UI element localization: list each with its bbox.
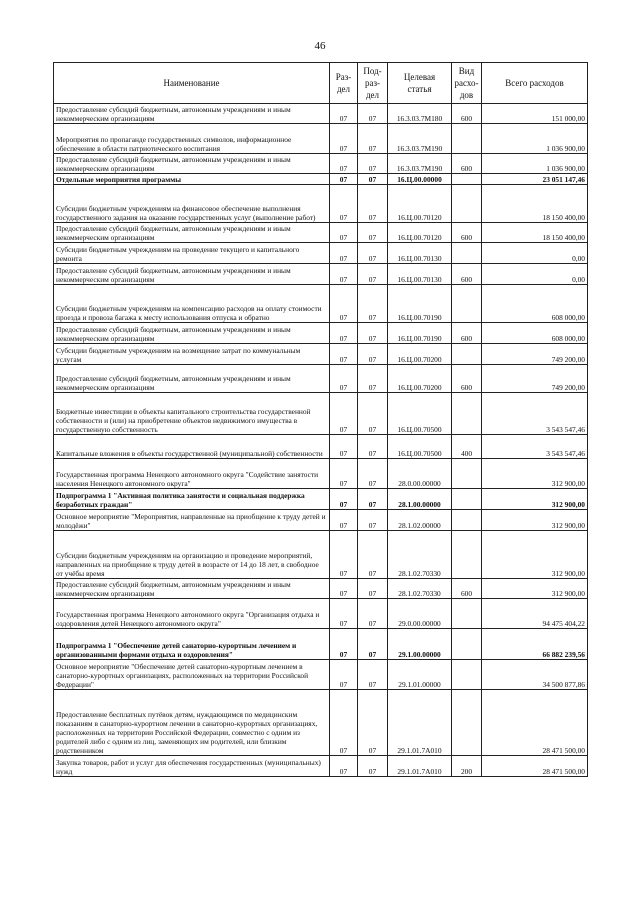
- row-name-cell: Государственная программа Ненецкого автономного округа "Организация отдыха и оздоровления детей Ненецкого автономного округа": [54, 599, 330, 629]
- row-article-cell: 29.1.01.00000: [388, 660, 452, 690]
- row-subsection-cell: 07: [358, 365, 388, 393]
- row-subsection-cell: 07: [358, 756, 388, 777]
- row-name-cell: Субсидии бюджетным учреждениям на проведение текущего и капитального ремонта: [54, 243, 330, 264]
- row-total-cell: 749 200,00: [482, 365, 588, 393]
- row-name-cell: Предоставление субсидий бюджетным, автономным учреждениям и иным некоммерческим организациям: [54, 223, 330, 243]
- row-total-cell: 312 900,00: [482, 579, 588, 599]
- row-subsection-cell: 07: [358, 243, 388, 264]
- row-article-cell: 16.Ц.00.70200: [388, 344, 452, 365]
- table-row: [54, 690, 588, 756]
- table-row: [54, 579, 588, 599]
- row-total-cell: 151 000,00: [482, 104, 588, 124]
- table-row: [54, 393, 588, 435]
- row-article-cell: 28.0.00.00000: [388, 459, 452, 489]
- row-type-cell: [452, 185, 482, 223]
- row-subsection-cell: 07: [358, 690, 388, 756]
- row-name-cell: Субсидии бюджетным учреждениям на возмещение затрат по коммунальным услугам: [54, 344, 330, 365]
- row-article-cell: 29.1.01.7А010: [388, 690, 452, 756]
- row-total-cell: 18 150 400,00: [482, 223, 588, 243]
- table-row: [54, 489, 588, 510]
- header-subsection: [358, 63, 388, 104]
- row-type-cell: [452, 393, 482, 435]
- row-name-cell: Закупка товаров, работ и услуг для обеспечения государственных (муниципальных) нужд: [54, 756, 330, 777]
- row-total-cell: 0,00: [482, 243, 588, 264]
- header-name: Наименование: [54, 63, 330, 104]
- table-row: [54, 660, 588, 690]
- row-section-cell: 07: [330, 264, 358, 285]
- row-article-cell: 16.Ц.00.70200: [388, 365, 452, 393]
- row-name-cell: Предоставление бесплатных путёвок детям, нуждающимся по медицинским показаниям в санаторно-курортном лечении в санаторно-курортных организациях, расположенных на территории Российской Федерации, совместно с одним из родителей либо с одним из лиц, заменяющих им родителей, или близким родственником: [54, 690, 330, 756]
- row-section-cell: 07: [330, 660, 358, 690]
- header-section-label: Раз- дел: [335, 72, 352, 94]
- header-type-label: Вид расхо- дов: [454, 66, 479, 100]
- row-subsection-cell: 07: [358, 264, 388, 285]
- row-article-cell: 28.1.02.70330: [388, 579, 452, 599]
- table-row: [54, 174, 588, 185]
- row-subsection-cell: 07: [358, 124, 388, 154]
- row-type-cell: 600: [452, 223, 482, 243]
- row-type-cell: [452, 344, 482, 365]
- row-total-cell: 312 900,00: [482, 531, 588, 579]
- row-type-cell: [452, 243, 482, 264]
- row-article-cell: 16.Ц.00.70120: [388, 185, 452, 223]
- row-subsection-cell: 07: [358, 393, 388, 435]
- row-section-cell: 07: [330, 690, 358, 756]
- table-row: [54, 365, 588, 393]
- table-row: [54, 435, 588, 459]
- row-section-cell: 07: [330, 323, 358, 344]
- row-section-cell: 07: [330, 104, 358, 124]
- row-article-cell: 16.3.03.7М180: [388, 104, 452, 124]
- row-total-cell: 28 471 500,00: [482, 690, 588, 756]
- row-article-cell: 28.1.00.00000: [388, 489, 452, 510]
- table-row: [54, 459, 588, 489]
- row-section-cell: 07: [330, 185, 358, 223]
- row-article-cell: 16.Ц.00.70130: [388, 243, 452, 264]
- row-total-cell: 608 000,00: [482, 323, 588, 344]
- row-name-cell: Субсидии бюджетным учреждениям на компенсацию расходов на оплату стоимости проезда и провоза багажа к месту использования отпуска и обратно: [54, 285, 330, 323]
- row-name-cell: Капитальные вложения в объекты государственной (муниципальной) собственности: [54, 435, 330, 459]
- row-subsection-cell: 07: [358, 323, 388, 344]
- row-name-cell: Государственная программа Ненецкого автономного округа "Содействие занятости населения Ненецкого автономного округа": [54, 459, 330, 489]
- row-subsection-cell: 07: [358, 489, 388, 510]
- row-section-cell: 07: [330, 344, 358, 365]
- row-article-cell: 29.0.00.00000: [388, 599, 452, 629]
- row-type-cell: 600: [452, 264, 482, 285]
- row-article-cell: 28.1.02.00000: [388, 510, 452, 531]
- row-section-cell: 07: [330, 579, 358, 599]
- row-section-cell: 07: [330, 124, 358, 154]
- header-article-label: Целевая статья: [403, 72, 436, 94]
- row-section-cell: 07: [330, 223, 358, 243]
- table-row: [54, 124, 588, 154]
- row-section-cell: 07: [330, 243, 358, 264]
- row-name-cell: Основное мероприятие "Мероприятия, направленные на приобщение к труду детей и молодёжи": [54, 510, 330, 531]
- row-article-cell: 16.3.03.7М190: [388, 124, 452, 154]
- table-row: [54, 599, 588, 629]
- row-section-cell: 07: [330, 285, 358, 323]
- row-type-cell: 400: [452, 435, 482, 459]
- row-article-cell: 16.Ц.00.70190: [388, 323, 452, 344]
- row-name-cell: Основное мероприятие "Обеспечение детей санаторно-курортным лечением в санаторно-курортных организациях, расположенных на территории Российской Федерации": [54, 660, 330, 690]
- row-name-cell: Мероприятия по пропаганде государственных символов, информационное обеспечение в области патриотического воспитания: [54, 124, 330, 154]
- table-body: [54, 104, 588, 777]
- row-section-cell: 07: [330, 599, 358, 629]
- row-subsection-cell: 07: [358, 459, 388, 489]
- row-name-cell: Предоставление субсидий бюджетным, автономным учреждениям и иным некоммерческим организациям: [54, 104, 330, 124]
- row-subsection-cell: 07: [358, 285, 388, 323]
- row-article-cell: 29.1.01.7А010: [388, 756, 452, 777]
- row-type-cell: [452, 629, 482, 660]
- table-row: [54, 243, 588, 264]
- table-row: [54, 285, 588, 323]
- row-total-cell: 66 882 239,56: [482, 629, 588, 660]
- row-subsection-cell: 07: [358, 579, 388, 599]
- header-section: [330, 63, 358, 104]
- row-total-cell: 23 051 147,46: [482, 174, 588, 185]
- row-section-cell: 07: [330, 756, 358, 777]
- row-name-cell: Отдельные мероприятия программы: [54, 174, 330, 185]
- row-total-cell: 1 036 900,00: [482, 154, 588, 174]
- row-name-cell: Подпрограмма 1 "Обеспечение детей санаторно-курортным лечением и организованными формами отдыха и оздоровления": [54, 629, 330, 660]
- row-name-cell: Предоставление субсидий бюджетным, автономным учреждениям и иным некоммерческим организациям: [54, 579, 330, 599]
- row-name-cell: Субсидии бюджетным учреждениям на финансовое обеспечение выполнения государственного задания на оказание государственных услуг (выполнение работ): [54, 185, 330, 223]
- row-section-cell: 07: [330, 629, 358, 660]
- table-row: [54, 323, 588, 344]
- table-row: [54, 531, 588, 579]
- row-type-cell: [452, 285, 482, 323]
- row-type-cell: 600: [452, 365, 482, 393]
- row-type-cell: [452, 124, 482, 154]
- row-type-cell: [452, 599, 482, 629]
- table-row: [54, 756, 588, 777]
- row-section-cell: 07: [330, 459, 358, 489]
- row-article-cell: 16.Ц.00.00000: [388, 174, 452, 185]
- row-section-cell: 07: [330, 365, 358, 393]
- row-article-cell: 16.Ц.00.70130: [388, 264, 452, 285]
- row-subsection-cell: 07: [358, 510, 388, 531]
- table-row: [54, 510, 588, 531]
- header-article: [388, 63, 452, 104]
- row-type-cell: 600: [452, 579, 482, 599]
- row-subsection-cell: 07: [358, 185, 388, 223]
- expenditure-table: [53, 62, 588, 777]
- row-article-cell: 16.Ц.00.70190: [388, 285, 452, 323]
- header-subsection-label: Под- раз- дел: [363, 66, 382, 100]
- row-total-cell: 0,00: [482, 264, 588, 285]
- header-total: Всего расходов: [482, 63, 588, 104]
- row-name-cell: Предоставление субсидий бюджетным, автономным учреждениям и иным некоммерческим организациям: [54, 154, 330, 174]
- row-section-cell: 07: [330, 174, 358, 185]
- row-total-cell: 28 471 500,00: [482, 756, 588, 777]
- row-name-cell: Предоставление субсидий бюджетным, автономным учреждениям и иным некоммерческим организациям: [54, 365, 330, 393]
- row-total-cell: 18 150 400,00: [482, 185, 588, 223]
- row-section-cell: 07: [330, 510, 358, 531]
- table-row: [54, 154, 588, 174]
- row-article-cell: 16.Ц.00.70500: [388, 435, 452, 459]
- row-total-cell: 749 200,00: [482, 344, 588, 365]
- row-name-cell: Подпрограмма 1 "Активная политика занятости и социальная поддержка безработных граждан": [54, 489, 330, 510]
- row-total-cell: 312 900,00: [482, 489, 588, 510]
- row-subsection-cell: 07: [358, 104, 388, 124]
- table-header-row: [54, 63, 588, 104]
- table-row: [54, 264, 588, 285]
- row-type-cell: [452, 174, 482, 185]
- row-type-cell: 600: [452, 323, 482, 344]
- row-name-cell: Предоставление субсидий бюджетным, автономным учреждениям и иным некоммерческим организациям: [54, 323, 330, 344]
- table-row: [54, 223, 588, 243]
- row-type-cell: [452, 489, 482, 510]
- table-row: [54, 629, 588, 660]
- row-total-cell: 34 500 877,86: [482, 660, 588, 690]
- row-name-cell: Субсидии бюджетным учреждениям на организацию и проведение мероприятий, направленных на приобщение к труду детей в возрасте от 14 до 18 лет, в свободное от учёбы время: [54, 531, 330, 579]
- row-total-cell: 94 475 404,22: [482, 599, 588, 629]
- row-section-cell: 07: [330, 531, 358, 579]
- row-type-cell: [452, 510, 482, 531]
- table-row: [54, 344, 588, 365]
- row-subsection-cell: 07: [358, 154, 388, 174]
- row-type-cell: [452, 531, 482, 579]
- row-type-cell: 200: [452, 756, 482, 777]
- row-subsection-cell: 07: [358, 344, 388, 365]
- header-type: [452, 63, 482, 104]
- row-subsection-cell: 07: [358, 629, 388, 660]
- row-subsection-cell: 07: [358, 174, 388, 185]
- row-type-cell: [452, 660, 482, 690]
- row-article-cell: 16.Ц.00.70120: [388, 223, 452, 243]
- row-name-cell: Бюджетные инвестиции в объекты капитального строительства государственной собственности и (или) на приобретение объектов недвижимого имущества в государственную собственность: [54, 393, 330, 435]
- row-total-cell: 3 543 547,46: [482, 393, 588, 435]
- row-section-cell: 07: [330, 154, 358, 174]
- row-section-cell: 07: [330, 393, 358, 435]
- row-section-cell: 07: [330, 435, 358, 459]
- row-type-cell: [452, 690, 482, 756]
- row-article-cell: 16.3.03.7М190: [388, 154, 452, 174]
- row-subsection-cell: 07: [358, 435, 388, 459]
- page-number: 46: [314, 40, 326, 52]
- row-type-cell: 600: [452, 154, 482, 174]
- table-row: [54, 104, 588, 124]
- row-total-cell: 312 900,00: [482, 510, 588, 531]
- row-name-cell: Предоставление субсидий бюджетным, автономным учреждениям и иным некоммерческим организациям: [54, 264, 330, 285]
- row-total-cell: 1 036 900,00: [482, 124, 588, 154]
- row-type-cell: [452, 459, 482, 489]
- row-article-cell: 28.1.02.70330: [388, 531, 452, 579]
- row-type-cell: 600: [452, 104, 482, 124]
- row-subsection-cell: 07: [358, 599, 388, 629]
- row-subsection-cell: 07: [358, 223, 388, 243]
- row-subsection-cell: 07: [358, 660, 388, 690]
- row-section-cell: 07: [330, 489, 358, 510]
- row-total-cell: 608 000,00: [482, 285, 588, 323]
- row-subsection-cell: 07: [358, 531, 388, 579]
- row-article-cell: 16.Ц.00.70500: [388, 393, 452, 435]
- table-row: [54, 185, 588, 223]
- row-total-cell: 3 543 547,46: [482, 435, 588, 459]
- row-article-cell: 29.1.00.00000: [388, 629, 452, 660]
- row-total-cell: 312 900,00: [482, 459, 588, 489]
